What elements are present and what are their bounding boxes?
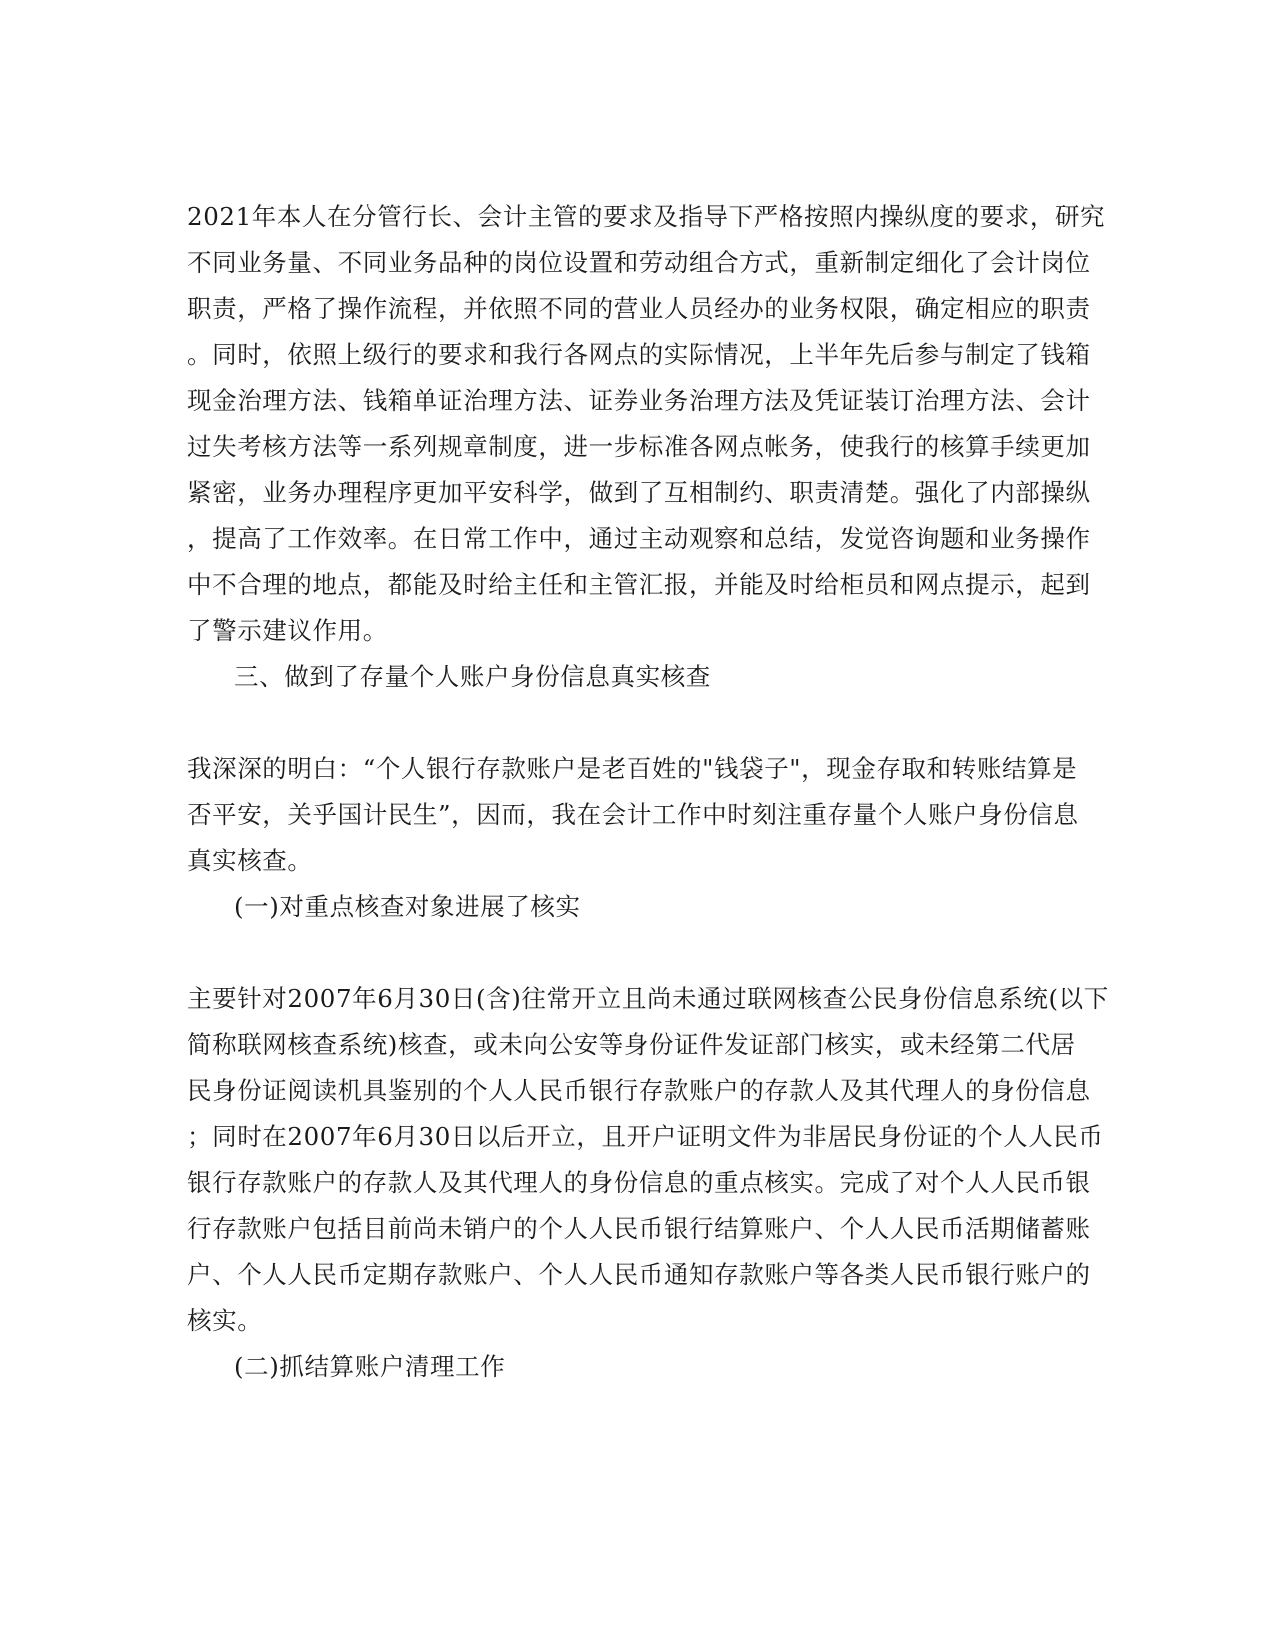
- text-line: 了警示建议作用。: [187, 616, 388, 645]
- text-line: 2021年本人在分管行长、会计主管的要求及指导下严格按照内操纵度的要求，研究: [187, 202, 1106, 231]
- text-line: 职责，严格了操作流程，并依照不同的营业人员经办的业务权限，确定相应的职责: [187, 294, 1091, 323]
- text-line: 银行存款账户的存款人及其代理人的身份信息的重点核实。完成了对个人人民币银: [187, 1168, 1091, 1197]
- text-line: 民身份证阅读机具鉴别的个人人民币银行存款账户的存款人及其代理人的身份信息: [187, 1076, 1091, 1105]
- text-line: 主要针对2007年6月30日(含)往常开立且尚未通过联网核查公民身份信息系统(以下: [187, 984, 1109, 1013]
- text-line: 真实核查。: [187, 846, 313, 875]
- text-line: ；同时在2007年6月30日以后开立，且开户证明文件为非居民身份证的个人人民币: [187, 1122, 1104, 1151]
- text-line: ，提高了工作效率。在日常工作中，通过主动观察和总结，发觉咨询题和业务操作: [187, 524, 1091, 553]
- text-line: 中不合理的地点，都能及时给主任和主管汇报，并能及时给柜员和网点提示，起到: [187, 570, 1091, 599]
- text-line: 简称联网核查系统)核查，或未向公安等身份证件发证部门核实，或未经第二代居: [187, 1030, 1076, 1059]
- subheading-account-cleanup: (二)抓结算账户清理工作: [234, 1352, 506, 1381]
- subheading-key-verification: (一)对重点核查对象进展了核实: [234, 892, 581, 921]
- text-line: 紧密，业务办理程序更加平安科学，做到了互相制约、职责清楚。强化了内部操纵: [187, 478, 1091, 507]
- text-line: 我深深的明白：“个人银行存款账户是老百姓的"钱袋子"，现金存取和转账结算是: [187, 754, 1078, 783]
- text-line: 核实。: [187, 1306, 263, 1335]
- text-line: 不同业务量、不同业务品种的岗位设置和劳动组合方式，重新制定细化了会计岗位: [187, 248, 1091, 277]
- text-line: 过失考核方法等一系列规章制度，进一步标准各网点帐务，使我行的核算手续更加: [187, 432, 1091, 461]
- text-line: 。同时，依照上级行的要求和我行各网点的实际情况，上半年先后参与制定了钱箱: [187, 340, 1091, 369]
- text-line: 否平安，关乎国计民生”，因而，我在会计工作中时刻注重存量个人账户身份信息: [187, 800, 1079, 829]
- text-line: 行存款账户包括目前尚未销户的个人人民币银行结算账户、个人人民币活期储蓄账: [187, 1214, 1091, 1243]
- text-line: 现金治理方法、钱箱单证治理方法、证券业务治理方法及凭证装订治理方法、会计: [187, 386, 1091, 415]
- text-line: 户、个人人民币定期存款账户、个人人民币通知存款账户等各类人民币银行账户的: [187, 1260, 1091, 1289]
- section-heading-3: 三、做到了存量个人账户身份信息真实核查: [234, 662, 711, 691]
